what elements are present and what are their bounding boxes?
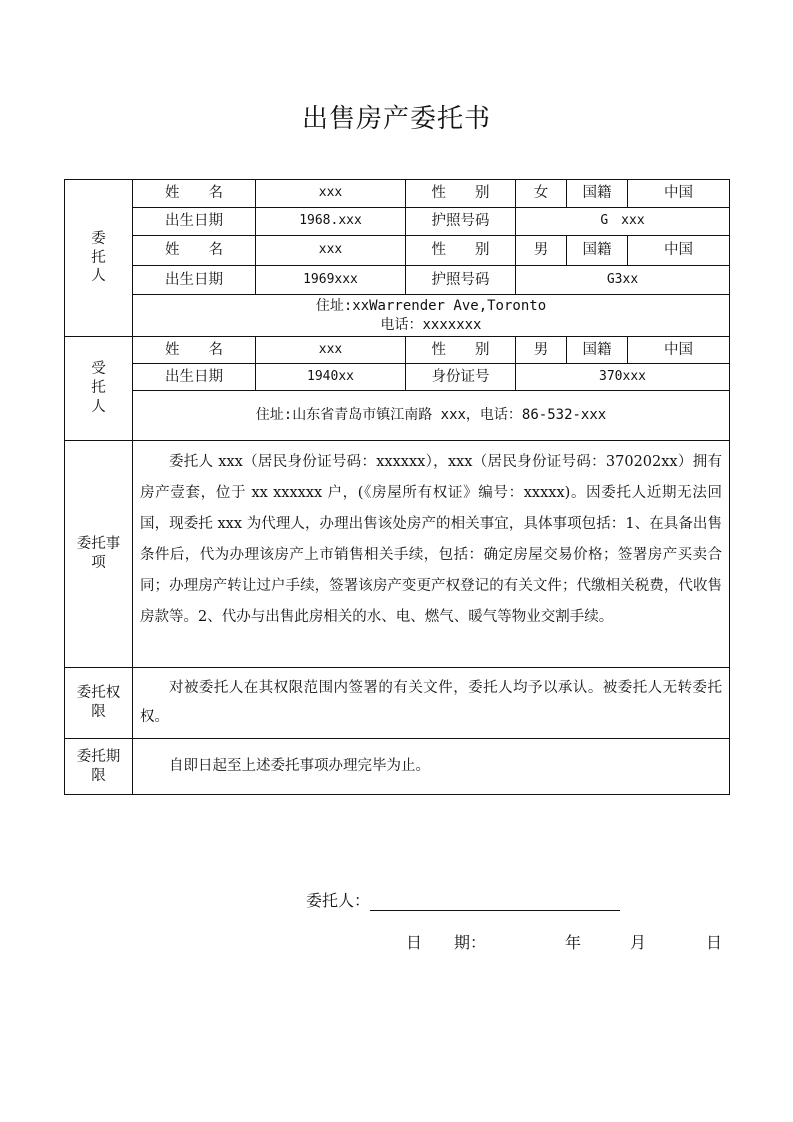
agent-nationality: 中国: [628, 337, 730, 364]
matters-text: 委托人 xxx（居民身份证号码：xxxxxx），xxx（居民身份证号码：370202xx）拥有房产壹套，位于 xx xxxxxx 户，(《房屋所有权证》编号：xxxxx)。因委托人近期无法回国，现委托 xxx 为代理人，办理出售该处房产的相关事宜，具体事项包括：1、在具备出售条件后，代为办理该房产上市销售相关手续，包括：确定房屋交易价格；签署房产买卖合同；办理房产转让过户手续，签署该房产变更产权登记的有关文件；代缴相关税费，代收售房款等。2、代办与出售此房相关的水、电、燃气、暖气等物业交割手续。: [140, 454, 722, 625]
dob-label: 出生日期: [133, 208, 256, 236]
agent-name: xxx: [256, 337, 406, 364]
term-text: 自即日起至上述委托事项办理完毕为止。: [169, 758, 430, 775]
gender-label: 性 别: [406, 337, 516, 364]
name-label: 姓 名: [133, 180, 256, 208]
authority-text: 对被委托人在其权限范围内签署的有关文件，委托人均予以承认。被委托人无转委托权。: [140, 680, 722, 725]
date-year: 年: [565, 933, 582, 952]
nationality-label: 国籍: [567, 180, 628, 208]
principal2-passport: G3xx: [516, 266, 730, 295]
date-label: 日 期：: [406, 933, 487, 952]
id-label: 身份证号: [406, 364, 516, 391]
principal1-gender: 女: [516, 180, 567, 208]
principal1-nationality: 中国: [628, 180, 730, 208]
matters-label: 委托事 项: [65, 441, 133, 668]
date-day: 日: [706, 933, 723, 952]
nationality-label: 国籍: [567, 337, 628, 364]
agent-section-label: 受 托 人: [65, 337, 133, 441]
dob-label: 出生日期: [133, 266, 256, 295]
gender-label: 性 别: [406, 180, 516, 208]
date-month: 月: [630, 933, 647, 952]
principal2-nationality: 中国: [628, 236, 730, 266]
principal1-name: xxx: [256, 180, 406, 208]
term-text-cell: [133, 739, 730, 795]
principal-signature-label: 委托人：: [306, 891, 371, 910]
principal-section-label: 委 托 人: [65, 180, 133, 337]
agent-id: 370xxx: [516, 364, 730, 391]
power-of-attorney-table: [64, 179, 730, 795]
principal-signature: [306, 888, 620, 911]
document-title: 出售房产委托书: [301, 104, 491, 134]
term-label: 委托期 限: [65, 739, 133, 795]
principal2-gender: 男: [516, 236, 567, 266]
principal-address-block: [133, 295, 730, 337]
agent-address: 住址:山东省青岛市镇江南路 xxx，电话：86-532-xxx: [133, 391, 730, 441]
agent-gender: 男: [516, 337, 567, 364]
principal-address: 住址:xxWarrender Ave,Toronto: [315, 298, 547, 315]
principal-phone: 电话：xxxxxxx: [380, 316, 482, 333]
signature-line[interactable]: [370, 894, 620, 911]
principal1-dob: 1968.xxx: [256, 208, 406, 236]
matters-text-cell: [133, 441, 730, 668]
nationality-label: 国籍: [567, 236, 628, 266]
principal2-name: xxx: [256, 236, 406, 266]
name-label: 姓 名: [133, 236, 256, 266]
principal1-passport: G xxx: [516, 208, 730, 236]
principal2-dob: 1969xxx: [256, 266, 406, 295]
dob-label: 出生日期: [133, 364, 256, 391]
authority-text-cell: [133, 668, 730, 739]
agent-dob: 1940xx: [256, 364, 406, 391]
gender-label: 性 别: [406, 236, 516, 266]
authority-label: 委托权 限: [65, 668, 133, 739]
name-label: 姓 名: [133, 337, 256, 364]
passport-label: 护照号码: [406, 208, 516, 236]
passport-label: 护照号码: [406, 266, 516, 295]
